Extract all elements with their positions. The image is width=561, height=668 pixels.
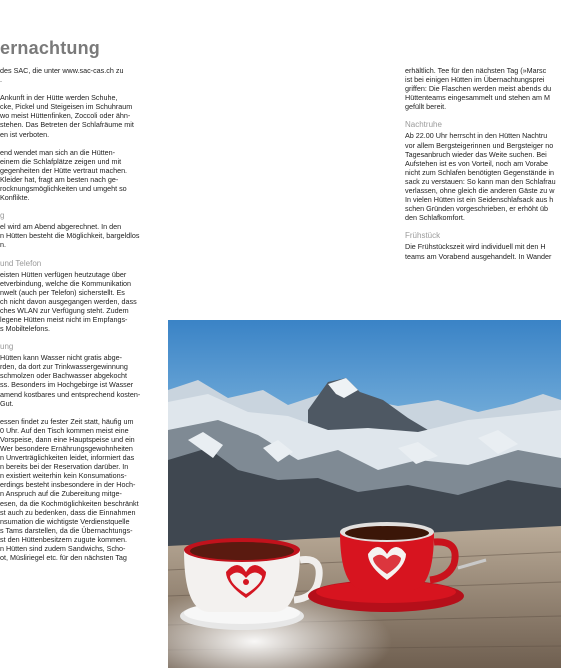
right-subheading: Frühstück [405,231,441,241]
text-line: eisten Hütten verfügen heutzutage über [0,269,127,279]
left-paragraph [0,353,143,408]
left-subheading: ung [0,342,14,352]
text-line: ist bei einigen Hütten im Übernachtungsprei [405,75,545,85]
text-line: n Unverträglichkeiten leidet, informiert das [0,453,135,463]
text-line: vor allem Bergsteigerinnen und Bergsteiger no [405,140,554,150]
text-line: Die Frühstückszeit wird individuell mit den H [405,242,546,252]
text-line: einem die Schlafplätze zeigen und mit [0,156,122,166]
text-line: cke, Pickel und Steigeisen im Schuhraum [0,102,133,112]
text-line: gefüllt bereit. [405,102,447,112]
text-line: Konflikte. [0,193,30,203]
text-line: griffen: Die Flaschen werden meist abends du [405,84,552,94]
text-line: wo meist Hüttenfinken, Zoccoli oder ähn- [0,111,131,121]
text-line: Tagesanbruch wieder das Weite suchen. Bei [405,149,547,159]
text-line: n bereits bei der Reservation darüber. In [0,462,129,472]
text-line: Hütten kann Wasser nicht gratis abge- [0,353,122,363]
left-paragraph [0,417,143,563]
right-subheading: Nachtruhe [405,120,442,130]
text-line: etverbindung, welche die Kommunikation [0,278,132,288]
text-line: legene Hütten meist nicht im Empfangs- [0,314,128,324]
left-subheading: und Telefon [0,258,42,268]
text-line: schmolzen oder Bachwasser abgekocht [0,371,128,381]
text-line: n Anspruch auf die Zubereitung mitge- [0,489,122,499]
text-line: schen Gründen vorgeschrieben, er erhöht üb [405,204,549,214]
left-paragraph [0,222,143,249]
text-line: Vorspeise, dann eine Hauptspeise und ein [0,434,135,444]
left-paragraph [0,93,143,138]
text-line: 0 Uhr. Auf den Tisch kommen meist eine [0,425,129,435]
text-line: nicht zum Schlafen benötigten Gegenstände in [405,167,555,177]
left-paragraph [0,270,143,334]
left-paragraph [0,148,143,203]
text-line: n existiert weiterhin kein Konsumations- [0,471,127,481]
text-line: erdings besteht insbesondere in der Hoch- [0,480,136,490]
text-line: n Hütten sind zudem Sandwichs, Scho- [0,544,126,554]
left-subheading: g [0,211,5,221]
text-line: ches WLAN zur Verfügung steht. Zudem [0,305,129,315]
text-line: en ist verboten. [0,129,50,139]
text-line: verlassen, ohne gleich die anderen Gäste zu w [405,186,555,196]
text-line: esen, da die Kochmöglichkeiten beschränkt [0,498,139,508]
text-line: amend kostbares und entsprechend kosten- [0,389,141,399]
text-line: end wendet man sich an die Hütten- [0,147,116,157]
left-paragraph [0,66,143,84]
text-line: n Hütten besteht die Möglichkeit, bargeldlos [0,231,140,241]
text-line: Ankunft in der Hütte werden Schuhe, [0,93,118,103]
text-line: In vielen Hütten ist ein Seidenschlafsack aus h [405,195,554,205]
text-line: essen findet zu fester Zeit statt, häufig um [0,416,134,426]
text-line: Kleider hat, fragt am besten nach ge- [0,174,119,184]
right-paragraph [405,242,561,260]
text-line: sack zu verstauen: So kann man den Schlafrau [405,176,556,186]
text-line: stehen. Das Betreten der Schlafräume mit [0,120,134,130]
text-line: Gut. [0,398,14,408]
text-line: s Mobiltelefons. [0,324,50,334]
text-line: Ab 22.00 Uhr herrscht in den Hütten Nachtru [405,131,548,141]
text-line: erhältlich. Tee für den nächsten Tag (»Marsc [405,66,547,75]
text-line: des SAC, die unter www.sac-cas.ch zu [0,66,124,75]
text-line: el wird am Abend abgerechnet. In den [0,222,122,232]
right-paragraph [405,131,561,222]
text-line: nwelt (auch per Telefon) sicherstellt. Es [0,287,125,297]
left-text-column [0,66,143,562]
page-title: ernachtung [0,38,101,58]
text-line: rocknungsmöglichkeiten und umgeht so [0,184,127,194]
text-line: teams am Vorabend ausgehandelt. In Wander [405,251,552,261]
text-line: den Schlafkomfort. [405,213,465,223]
right-paragraph [405,66,561,111]
text-line: ot, Müsliriegel etc. für den nächsten Tag [0,553,127,563]
text-line: st auch zu bedenken, dass die Einnahmen [0,507,136,517]
text-line: Aufstehen ist es von Vorteil, noch am Vorabe [405,158,549,168]
text-line: Wer besondere Ernährungsgewohnheiten [0,444,133,453]
text-line: Hüttenteams eingesammelt und stehen am M [405,93,551,103]
text-line: ch nicht davon ausgegangen werden, dass [0,296,137,306]
text-line: st den Hüttenbesitzern zugute kommen. [0,534,128,544]
text-line: rden, da dort zur Trinkwassergewinnung [0,362,128,372]
text-line: gegenheiten der Hütte vertraut machen. [0,165,128,175]
right-text-column [405,66,561,261]
mountain-coffee-photo [168,320,561,668]
text-line: n. [0,240,6,250]
text-line: nsumation die wichtigste Verdienstquelle [0,516,130,526]
text-line: . [0,75,2,85]
text-line: s Tams darstellen, da die Übernachtungs- [0,525,133,535]
text-line: ss. Besonders im Hochgebirge ist Wasser [0,380,134,390]
